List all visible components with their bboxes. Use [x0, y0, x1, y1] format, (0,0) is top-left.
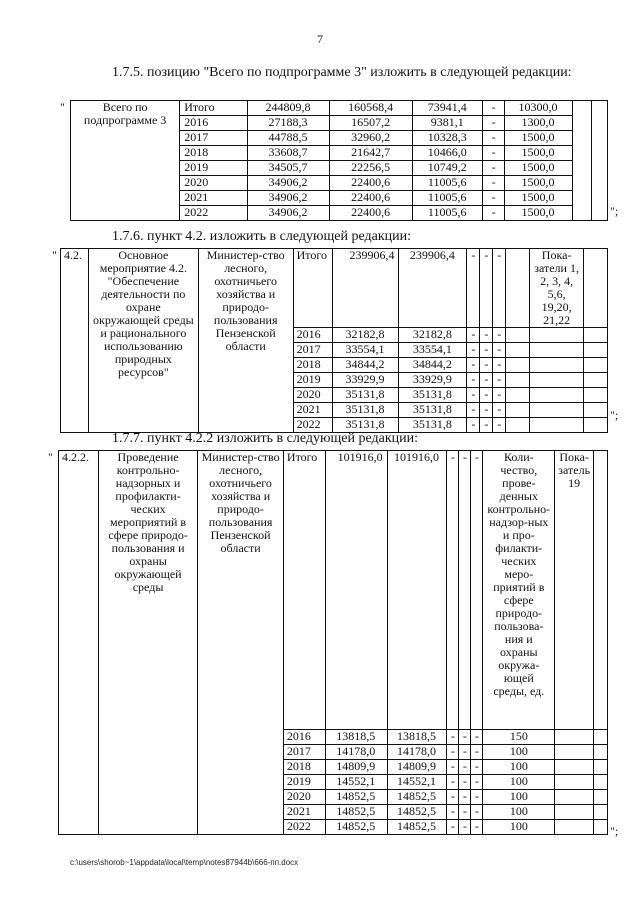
- amount-federal-cell: -: [467, 328, 480, 343]
- amount-federal-cell: 11005,6: [412, 191, 482, 206]
- amount-other-cell: -: [493, 403, 506, 418]
- amount-other-cell: -: [471, 451, 483, 730]
- amount-total-cell: 35131,8: [332, 388, 399, 403]
- year-cell: 2016: [293, 328, 332, 343]
- amount-other-cell: -: [493, 358, 506, 373]
- amount-federal-cell: -: [447, 451, 459, 730]
- close-quote-1-7-5: ";: [610, 204, 619, 218]
- year-cell: 2020: [293, 388, 332, 403]
- empty-cell: [584, 358, 608, 373]
- amount-regional-cell: 22400,6: [330, 206, 413, 221]
- measure-value-cell: 100: [483, 760, 555, 775]
- empty-cell: [584, 403, 608, 418]
- amount-regional-cell: 14852,5: [387, 805, 447, 820]
- item-number-cell: 4.2.: [61, 249, 89, 433]
- amount-regional-cell: 21642,7: [330, 146, 413, 161]
- year-cell: 2018: [283, 760, 325, 775]
- table-row: [71, 101, 608, 116]
- amount-other-cell: 1500,0: [504, 131, 572, 146]
- amount-other-cell: 1500,0: [504, 161, 572, 176]
- amount-total-cell: 14852,5: [325, 820, 387, 835]
- amount-other-cell: -: [471, 745, 483, 760]
- page-number: 7: [317, 32, 323, 46]
- amount-other-cell: -: [471, 805, 483, 820]
- amount-regional-cell: 16507,2: [330, 116, 413, 131]
- amount-total-cell: 32182,8: [332, 328, 399, 343]
- year-cell: 2017: [283, 745, 325, 760]
- year-cell: 2022: [293, 418, 332, 433]
- amount-regional-cell: 35131,8: [399, 418, 467, 433]
- empty-cell: [594, 805, 608, 820]
- amount-local-cell: -: [480, 358, 493, 373]
- empty-cell: [506, 249, 530, 328]
- year-cell: 2019: [180, 161, 247, 176]
- amount-total-cell: 34906,2: [247, 191, 330, 206]
- measure-value-cell: 100: [483, 790, 555, 805]
- amount-regional-cell: 33554,1: [399, 343, 467, 358]
- empty-cell: [530, 403, 584, 418]
- empty-cell: [506, 358, 530, 373]
- year-cell: 2016: [283, 730, 325, 745]
- year-cell: 2022: [180, 206, 247, 221]
- amount-local-cell: -: [483, 116, 504, 131]
- empty-cell: [594, 745, 608, 760]
- amount-local-cell: -: [483, 146, 504, 161]
- empty-cell: [584, 388, 608, 403]
- amount-federal-cell: 11005,6: [412, 176, 482, 191]
- amount-federal-cell: -: [467, 418, 480, 433]
- amount-local-cell: -: [459, 790, 471, 805]
- amount-regional-cell: 101916,0: [387, 451, 447, 730]
- amount-total-cell: 34906,2: [247, 206, 330, 221]
- amount-local-cell: -: [480, 388, 493, 403]
- amount-federal-cell: 10328,3: [412, 131, 482, 146]
- year-cell: Итого: [293, 249, 332, 328]
- amount-local-cell: -: [459, 730, 471, 745]
- amount-local-cell: -: [480, 373, 493, 388]
- amount-other-cell: -: [493, 373, 506, 388]
- amount-regional-cell: 22256,5: [330, 161, 413, 176]
- measure-cell: Коли-чество, прове-денных контрольно-надзор-ных и про-филакти-ческих меро-приятий в сфере природо-пользова-ния и охраны окружа-ющей среды, ед.: [483, 451, 555, 730]
- amount-other-cell: -: [493, 343, 506, 358]
- table-item-4-2-2: [58, 450, 608, 835]
- amount-regional-cell: 239906,4: [399, 249, 467, 328]
- amount-federal-cell: 11005,6: [412, 206, 482, 221]
- executor-cell: Министер-ство лесного, охотничьего хозяйства и природо-пользования Пензенской области: [198, 451, 284, 835]
- amount-total-cell: 44788,5: [247, 131, 330, 146]
- amount-local-cell: -: [459, 820, 471, 835]
- empty-cell: [594, 760, 608, 775]
- amount-other-cell: -: [471, 820, 483, 835]
- empty-cell: [594, 730, 608, 745]
- empty-cell: [530, 373, 584, 388]
- amount-federal-cell: -: [447, 790, 459, 805]
- indicator-cell: Пока-затели 1, 2, 3, 4, 5,6, 19,20, 21,22: [530, 249, 584, 328]
- table-subprogram-3-total: [70, 100, 608, 221]
- file-path-footer: c:\users\shorob~1\appdata\local\temp\notes87944b\666-пп.docx: [70, 858, 299, 867]
- year-cell: 2016: [180, 116, 247, 131]
- amount-regional-cell: 13818,5: [387, 730, 447, 745]
- amount-regional-cell: 14178,0: [387, 745, 447, 760]
- amount-local-cell: -: [480, 328, 493, 343]
- empty-cell: [530, 388, 584, 403]
- measure-value-cell: 100: [483, 775, 555, 790]
- amount-local-cell: -: [459, 451, 471, 730]
- year-cell: 2021: [180, 191, 247, 206]
- empty-cell: [530, 343, 584, 358]
- year-cell: 2018: [293, 358, 332, 373]
- open-quote-1-7-5: ": [60, 100, 65, 114]
- open-quote-1-7-7: ": [48, 450, 53, 464]
- empty-cell: [555, 805, 594, 820]
- amount-other-cell: -: [471, 730, 483, 745]
- year-cell: 2020: [283, 790, 325, 805]
- year-cell: 2020: [180, 176, 247, 191]
- year-cell: 2017: [293, 343, 332, 358]
- amount-regional-cell: 33929,9: [399, 373, 467, 388]
- empty-cell: [573, 101, 591, 221]
- table-item-4-2: [60, 248, 608, 433]
- amount-local-cell: -: [459, 760, 471, 775]
- empty-cell: [584, 328, 608, 343]
- amount-total-cell: 35131,8: [332, 403, 399, 418]
- year-cell: 2019: [283, 775, 325, 790]
- amount-federal-cell: -: [447, 820, 459, 835]
- instruction-1-7-5: 1.7.5. позицию "Всего по подпрограмме 3" изложить в следующей редакции:: [112, 65, 572, 80]
- amount-total-cell: 34505,7: [247, 161, 330, 176]
- empty-cell: [555, 730, 594, 745]
- indicator-cell: Пока-затель 19: [555, 451, 594, 730]
- item-name-cell: Проведение контрольно-надзорных и профилакти-ческих мероприятий в сфере природо-пользования и охраны окружающей среды: [98, 451, 197, 835]
- measure-value-cell: 100: [483, 805, 555, 820]
- amount-federal-cell: -: [467, 358, 480, 373]
- amount-regional-cell: 32960,2: [330, 131, 413, 146]
- empty-cell: [530, 358, 584, 373]
- amount-total-cell: 33554,1: [332, 343, 399, 358]
- empty-cell: [506, 343, 530, 358]
- amount-regional-cell: 35131,8: [399, 388, 467, 403]
- amount-other-cell: -: [493, 328, 506, 343]
- amount-total-cell: 14852,5: [325, 790, 387, 805]
- amount-local-cell: -: [480, 418, 493, 433]
- amount-local-cell: -: [480, 403, 493, 418]
- measure-value-cell: 100: [483, 745, 555, 760]
- amount-local-cell: -: [483, 176, 504, 191]
- empty-cell: [555, 760, 594, 775]
- empty-cell: [555, 745, 594, 760]
- amount-regional-cell: 34844,2: [399, 358, 467, 373]
- close-quote-1-7-7: ";: [610, 824, 619, 838]
- amount-local-cell: -: [459, 805, 471, 820]
- empty-cell: [584, 343, 608, 358]
- amount-total-cell: 33608,7: [247, 146, 330, 161]
- amount-other-cell: -: [471, 760, 483, 775]
- amount-federal-cell: 73941,4: [412, 101, 482, 116]
- item-name-cell: Основное мероприятие 4.2. "Обеспечение деятельности по охране окружающей среды и рационального использованию природных ресурсов": [88, 249, 198, 433]
- amount-total-cell: 14552,1: [325, 775, 387, 790]
- amount-local-cell: -: [483, 206, 504, 221]
- empty-cell: [530, 328, 584, 343]
- amount-total-cell: 34844,2: [332, 358, 399, 373]
- amount-total-cell: 14178,0: [325, 745, 387, 760]
- total-label-cell: Всего по подпрограмме 3: [71, 101, 180, 221]
- amount-regional-cell: 14852,5: [387, 820, 447, 835]
- amount-total-cell: 14809,9: [325, 760, 387, 775]
- amount-regional-cell: 35131,8: [399, 403, 467, 418]
- year-cell: 2022: [283, 820, 325, 835]
- table-row: [61, 249, 608, 328]
- item-number-cell: 4.2.2.: [59, 451, 99, 835]
- amount-local-cell: -: [483, 131, 504, 146]
- amount-other-cell: 1500,0: [504, 146, 572, 161]
- amount-other-cell: 1300,0: [504, 116, 572, 131]
- amount-local-cell: -: [480, 343, 493, 358]
- instruction-1-7-7: 1.7.7. пункт 4.2.2 изложить в следующей редакции:: [112, 431, 418, 446]
- amount-total-cell: 27188,3: [247, 116, 330, 131]
- amount-other-cell: -: [493, 388, 506, 403]
- amount-federal-cell: -: [447, 745, 459, 760]
- empty-cell: [555, 790, 594, 805]
- amount-regional-cell: 14809,9: [387, 760, 447, 775]
- amount-total-cell: 34906,2: [247, 176, 330, 191]
- empty-cell: [506, 403, 530, 418]
- amount-federal-cell: 10749,2: [412, 161, 482, 176]
- empty-cell: [584, 249, 608, 328]
- amount-other-cell: 10300,0: [504, 101, 572, 116]
- amount-other-cell: -: [471, 775, 483, 790]
- amount-federal-cell: -: [467, 343, 480, 358]
- year-cell: 2019: [293, 373, 332, 388]
- amount-regional-cell: 160568,4: [330, 101, 413, 116]
- amount-other-cell: 1500,0: [504, 191, 572, 206]
- amount-federal-cell: -: [447, 730, 459, 745]
- year-cell: 2018: [180, 146, 247, 161]
- amount-local-cell: -: [459, 775, 471, 790]
- amount-total-cell: 101916,0: [325, 451, 387, 730]
- instruction-1-7-6: 1.7.6. пункт 4.2. изложить в следующей редакции:: [112, 229, 411, 244]
- year-cell: Итого: [180, 101, 247, 116]
- amount-federal-cell: -: [467, 403, 480, 418]
- amount-local-cell: -: [483, 191, 504, 206]
- year-cell: 2017: [180, 131, 247, 146]
- empty-cell: [594, 820, 608, 835]
- measure-value-cell: 100: [483, 820, 555, 835]
- executor-cell: Министер-ство лесного, охотничьего хозяйства и природо-пользования Пензенской области: [198, 249, 293, 433]
- amount-federal-cell: -: [447, 805, 459, 820]
- empty-cell: [555, 820, 594, 835]
- amount-total-cell: 33929,9: [332, 373, 399, 388]
- amount-total-cell: 35131,8: [332, 418, 399, 433]
- year-cell: 2021: [283, 805, 325, 820]
- amount-local-cell: -: [483, 101, 504, 116]
- amount-regional-cell: 22400,6: [330, 191, 413, 206]
- amount-other-cell: 1500,0: [504, 206, 572, 221]
- amount-federal-cell: -: [447, 760, 459, 775]
- table-row: [59, 451, 608, 730]
- empty-cell: [594, 790, 608, 805]
- amount-other-cell: -: [493, 249, 506, 328]
- open-quote-1-7-6: ": [52, 248, 57, 262]
- empty-cell: [591, 101, 607, 221]
- amount-total-cell: 244809,8: [247, 101, 330, 116]
- amount-federal-cell: -: [447, 775, 459, 790]
- amount-other-cell: -: [471, 790, 483, 805]
- amount-total-cell: 13818,5: [325, 730, 387, 745]
- measure-value-cell: 150: [483, 730, 555, 745]
- amount-total-cell: 14852,5: [325, 805, 387, 820]
- amount-total-cell: 239906,4: [332, 249, 399, 328]
- amount-other-cell: 1500,0: [504, 176, 572, 191]
- year-cell: Итого: [283, 451, 325, 730]
- empty-cell: [555, 775, 594, 790]
- amount-federal-cell: -: [467, 388, 480, 403]
- amount-federal-cell: 9381,1: [412, 116, 482, 131]
- amount-local-cell: -: [483, 161, 504, 176]
- year-cell: 2021: [293, 403, 332, 418]
- amount-regional-cell: 14852,5: [387, 790, 447, 805]
- empty-cell: [594, 775, 608, 790]
- empty-cell: [506, 328, 530, 343]
- amount-regional-cell: 32182,8: [399, 328, 467, 343]
- amount-federal-cell: -: [467, 373, 480, 388]
- amount-federal-cell: -: [467, 249, 480, 328]
- amount-federal-cell: 10466,0: [412, 146, 482, 161]
- amount-other-cell: -: [493, 418, 506, 433]
- empty-cell: [594, 451, 608, 730]
- empty-cell: [506, 388, 530, 403]
- empty-cell: [506, 373, 530, 388]
- close-quote-1-7-6: ";: [610, 408, 619, 422]
- amount-local-cell: -: [459, 745, 471, 760]
- empty-cell: [584, 373, 608, 388]
- amount-local-cell: -: [480, 249, 493, 328]
- amount-regional-cell: 22400,6: [330, 176, 413, 191]
- amount-regional-cell: 14552,1: [387, 775, 447, 790]
